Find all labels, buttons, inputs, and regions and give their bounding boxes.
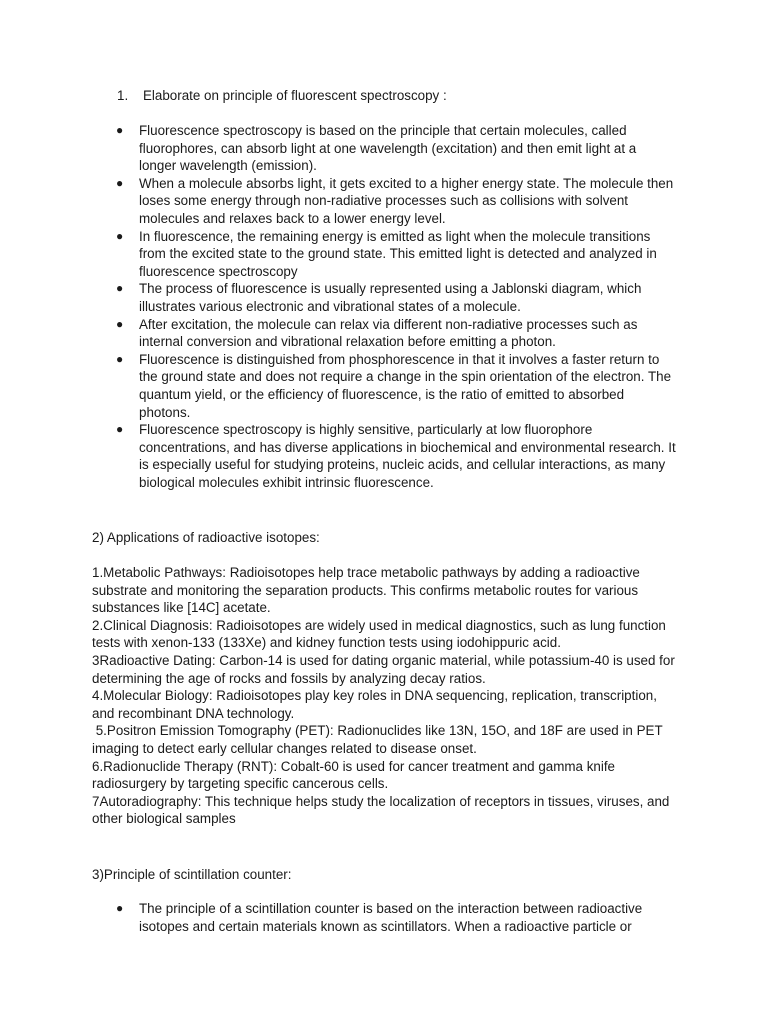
application-item: 6.Radionuclide Therapy (RNT): Cobalt-60 is used for cancer treatment and gamma knife radiosurgery by targeting specific cancerous cells.	[92, 758, 615, 792]
section-1-number: 1.	[117, 88, 129, 103]
bullet-icon: ●	[116, 351, 124, 366]
list-item: ● After excitation, the molecule can relax via different non-radiative processes such as internal conversion and vibrational relaxation before emitting a photon.	[116, 316, 638, 350]
list-item: ● When a molecule absorbs light, it gets excited to a higher energy state. The molecule then loses some energy through non-radiative processes such as collisions with solvent molecules and relaxes back to a lower energy level.	[116, 175, 674, 226]
application-item: 3Radioactive Dating: Carbon-14 is used for dating organic material, while potassium-40 is used for determining the age of rocks and fossils by analyzing decay ratios.	[92, 652, 675, 686]
list-item: ● The process of fluorescence is usually represented using a Jablonski diagram, which illustrates various electronic and vibrational states of a molecule.	[116, 281, 642, 314]
section-3-bullet-list	[0, 900, 768, 935]
bullet-icon: ●	[116, 228, 124, 243]
section-1-title: Elaborate on principle of fluorescent spectroscopy :	[143, 88, 447, 103]
section-3-heading: 3)Principle of scintillation counter:	[92, 867, 292, 882]
bullet-icon: ●	[116, 175, 124, 190]
bullet-icon: ●	[116, 316, 124, 331]
section-2-heading: 2) Applications of radioactive isotopes:	[92, 530, 320, 545]
bullet-icon: ●	[116, 281, 124, 296]
application-item: 7Autoradiography: This technique helps study the localization of receptors in tissues, viruses, and other biological samples	[92, 793, 670, 827]
application-item: 2.Clinical Diagnosis: Radioisotopes are widely used in medical diagnostics, such as lung function tests with xenon-133 (133Xe) and kidney function tests using iodohippuric acid.	[92, 617, 666, 651]
list-item: ● Fluorescence spectroscopy is based on the principle that certain molecules, called fluorophores, can absorb light at one wavelength (excitation) and then emit light at a longer wavelength (emission).	[116, 123, 637, 174]
section-1-heading	[117, 87, 447, 105]
application-item: 5.Positron Emission Tomography (PET): Radionuclides like 13N, 15O, and 18F are used in PET imaging to detect early cellular changes related to disease onset.	[92, 723, 667, 756]
bullet-icon: ●	[116, 422, 124, 437]
list-item: ● Fluorescence is distinguished from phosphorescence in that it involves a faster return to the ground state and does not require a change in the spin orientation of the electron. The quantum yield, or the efficiency of fluorescence, is the ratio of emitted to absorbed photons.	[116, 351, 672, 420]
list-item: ● In fluorescence, the remaining energy is emitted as light when the molecule transitions from the excited state to the ground state. This emitted light is detected and analyzed in fluorescence spectroscopy	[116, 228, 657, 279]
list-item: ● Fluorescence spectroscopy is highly sensitive, particularly at low fluorophore concentrations, and has diverse applications in biochemical and environmental research. It is especially useful for studying proteins, nucleic acids, and cellular interactions, as many biological molecules exhibit intrinsic fluorescence.	[116, 422, 676, 490]
section-1-bullet-list	[0, 122, 768, 491]
application-item: 1.Metabolic Pathways: Radioisotopes help trace metabolic pathways by adding a radioactive substrate and monitoring the separation products. This confirms metabolic routes for various substances like [14C] acetate.	[92, 565, 640, 616]
bullet-icon: ●	[116, 123, 124, 137]
list-item: ● The principle of a scintillation counter is based on the interaction between radioactive isotopes and certain materials known as scintillators. When a radioactive particle or	[116, 901, 643, 934]
application-item: 4.Molecular Biology: Radioisotopes play key roles in DNA sequencing, replication, transcription, and recombinant DNA technology.	[92, 688, 657, 721]
section-2-applications	[92, 564, 682, 828]
bullet-icon: ●	[116, 901, 124, 915]
